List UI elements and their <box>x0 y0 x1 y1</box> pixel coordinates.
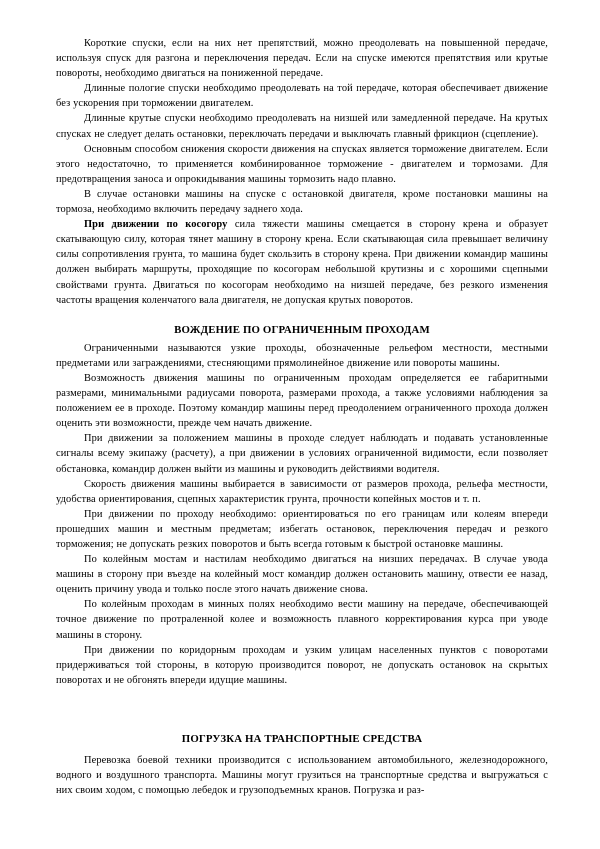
paragraph-transport-overview: Перевозка боевой техники производится с использованием автомобильного, железнодорожного, водного и воздушного транспорта. Машины могут грузиться на транспортные средства и выгружаться с них своим ходом, с помощью лебедок и грузоподъемных кранов. Погрузка и раз- <box>56 755 548 797</box>
paragraph-passage-rules: При движении по проходу необходимо: ориентироваться по его границам или колеям впереди прошедших машин и местным предметам; избегать остановок, переключения передач и резкого торможения; не допускать резких поворотов и быть всегда готовым к быстрой остановке машины. <box>56 508 548 550</box>
paragraph-definition-restricted: Ограниченными называются узкие проходы, обозначенные рельефом местности, местными предметами или заграждениями, стесняющими прямолинейное движение или повороты машины. <box>56 342 548 369</box>
paragraph-long-gentle-descents: Длинные пологие спуски необходимо преодолевать на той передаче, которая обеспечивает движение без ускорения при торможении двигателем. <box>56 83 548 110</box>
slope-driving-lead-phrase: При движении по косогору <box>84 219 228 231</box>
paragraph-minefield-passages: По колейным проходам в минных полях необходимо вести машину на передаче, обеспечивающей точное движение по протраленной колее и возможность плавного корректирования курса при уводе машины в сторону. <box>56 599 548 641</box>
paragraph-long-steep-descents: Длинные крутые спуски необходимо преодолевать на низшей или замедленной передаче. На крутых спусках не следует делать остановки, переключать передачи и выключать главный фрикцион (сцепление). <box>56 113 548 140</box>
paragraph-speed-selection: Скорость движения машины выбирается в зависимости от размеров прохода, рельефа местности, удобства ориентирования, сцепных характеристик грунта, прочности копейных мостов и т. п. <box>56 478 548 505</box>
slope-driving-body-text: сила тяжести машины смещается в сторону крена и образует скатывающую силу, которая тянет машину в сторону крена. Если скатывающая сила превышает величину силы сопротивления грунта, то машина будет скользить в сторону крена. При движении командир машины должен выбирать маршруты, проходящие по косогорам небольшой крутизны и с хорошими сцепными свойствами грунта. Двигаться по косогорам необходимо на низшей передаче, без резкого изменения частоты вращения коленчатого вала двигателя, не допуская крутых поворотов. <box>56 219 548 306</box>
paragraph-short-descents: Короткие спуски, если на них нет препятствий, можно преодолевать на повышенной передаче, используя спуск для разгона и переключения передач. Если на спуске имеются препятствия или крутые повороты, необходимо двигаться на пониженной передаче. <box>56 38 548 80</box>
spacer-before-heading-restricted <box>56 308 548 323</box>
paragraph-crew-signals: При движении за положением машины в проходе следует наблюдать и подавать установленные сигналы всему экипажу (расчету), а при движении в условиях ограниченной видимости, если позволяет обстановка, командир должен выйти из машины и руководить действиями водителя. <box>56 433 548 475</box>
paragraph-engine-braking: Основным способом снижения скорости движения на спусках является торможение двигателем. Если этого недостаточно, то применяется комбинированное торможение - двигателем и тормозами. Для предотвращения заноса и опрокидывания машины тормозить надо плавно. <box>56 143 548 185</box>
paragraph-movement-possibility: Возможность движения машины по ограниченным проходам определяется ее габаритными размерами, минимальными радиусами поворота, размерами прохода, а также условиями наблюдения за положением ее в проходе. Поэтому командир машины перед преодолением ограниченного прохода должен оценить эти возможности, прежде чем начать движение. <box>56 372 548 430</box>
paragraph-corridor-passages: При движении по коридорным проходам и узким улицам населенных пунктов с поворотами придерживаться той стороны, в которую производится поворот, не допускать остановок на скрытых поворотах и не обгонять впереди идущие машины. <box>56 644 548 686</box>
heading-restricted-passages: ВОЖДЕНИЕ ПО ОГРАНИЧЕННЫМ ПРОХОДАМ <box>174 323 430 336</box>
spacer-before-heading-loading <box>56 688 548 732</box>
paragraph-slope-driving <box>56 217 548 308</box>
paragraph-engine-stall-stop: В случае остановки машины на спуске с остановкой двигателя, кроме постановки машины на тормоза, необходимо включить передачу заднего хода. <box>56 188 548 216</box>
heading-loading-transport: ПОГРУЗКА НА ТРАНСПОРТНЫЕ СРЕДСТВА <box>181 732 423 745</box>
document-body <box>56 36 548 798</box>
paragraph-track-bridges: По колейным мостам и настилам необходимо двигаться на низших передачах. В случае увода машины в сторону при въезде на колейный мост командир должен остановить машину, отвести ее назад, оценить причину увода и только после этого начать движение снова. <box>56 554 548 596</box>
